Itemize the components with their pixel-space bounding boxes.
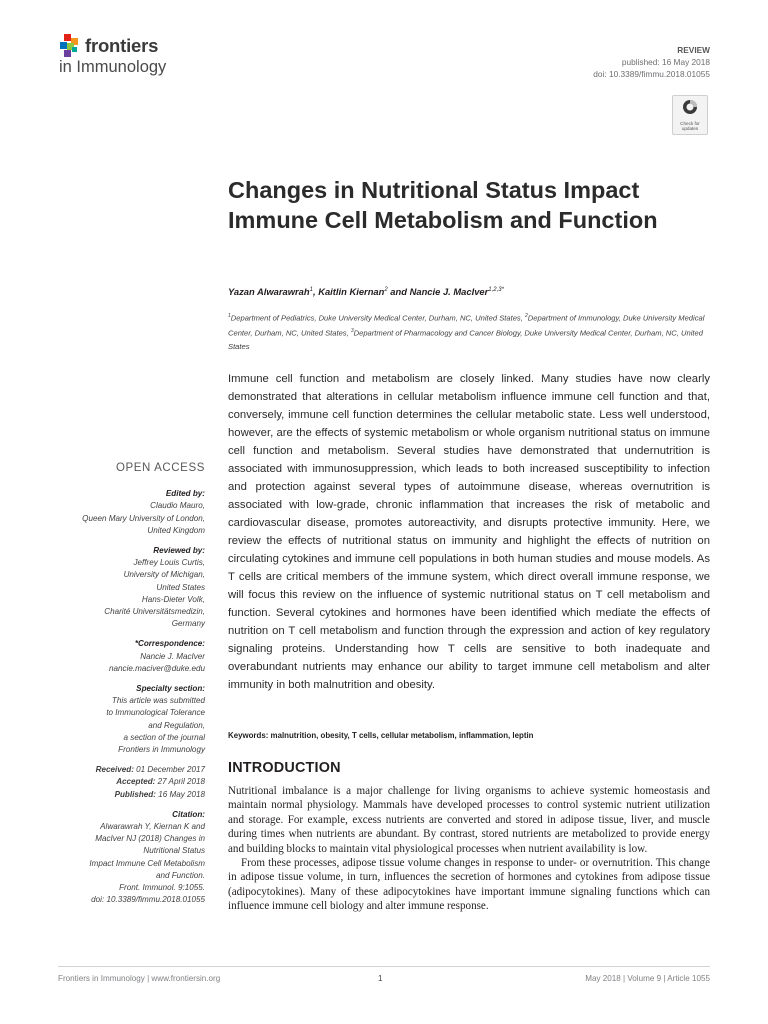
body-text bbox=[228, 784, 710, 914]
citation-block bbox=[45, 809, 205, 907]
page-number: 1 bbox=[378, 974, 383, 983]
affiliation: Department of Pediatrics, Duke University Medical Center, Durham, NC, United States, bbox=[230, 313, 525, 323]
citation-line: and Function. bbox=[155, 870, 205, 880]
specialty-line: Frontiers in Immunology bbox=[118, 745, 205, 755]
affiliation: Department of Pharmacology and Cancer Biology, Duke University Medical Center, Durham, NC, United States bbox=[228, 328, 703, 352]
dates-block bbox=[45, 764, 205, 801]
published-date: published: 16 May 2018 bbox=[621, 57, 710, 67]
affiliation-mark: 2 bbox=[524, 313, 528, 319]
article-meta bbox=[593, 44, 710, 80]
author-name[interactable]: Yazan Alwarawrah bbox=[228, 286, 310, 297]
article-sidebar bbox=[45, 462, 205, 915]
reviewer-line: Hans-Dieter Volk, bbox=[141, 594, 205, 604]
reviewed-by-block bbox=[45, 545, 205, 630]
keywords-values: malnutrition, obesity, T cells, cellular metabolism, inflammation, leptin bbox=[270, 731, 534, 740]
check-updates-label: Check for updates bbox=[680, 121, 700, 131]
check-updates-icon bbox=[682, 99, 698, 115]
section-heading: INTRODUCTION bbox=[228, 760, 341, 776]
doi[interactable]: doi: 10.3389/fimmu.2018.01055 bbox=[593, 69, 710, 79]
affiliation: Department of Immunology, Duke University Medical Center, Durham, NC, United States, bbox=[228, 313, 705, 338]
footer-journal-link[interactable]: Frontiers in Immunology | www.frontiersin.org bbox=[58, 974, 221, 983]
specialty-line: a section of the journal bbox=[123, 732, 205, 742]
received-date: 01 December 2017 bbox=[136, 765, 205, 775]
reviewer-line: Germany bbox=[171, 619, 205, 629]
check-for-updates-button[interactable] bbox=[672, 95, 708, 135]
article-title: Changes in Nutritional Status Impact Immune Cell Metabolism and Function bbox=[228, 177, 658, 233]
brand-name: frontiers bbox=[85, 35, 159, 56]
footer-issue-info: May 2018 | Volume 9 | Article 1055 bbox=[585, 974, 710, 983]
journal-logo bbox=[58, 34, 258, 84]
specialty-label: Specialty section: bbox=[136, 684, 205, 694]
author-affiliation-mark: 2 bbox=[384, 286, 388, 293]
author-affiliation-mark: 1 bbox=[309, 286, 313, 293]
citation-doi[interactable]: doi: 10.3389/fimmu.2018.01055 bbox=[91, 895, 205, 905]
received-row bbox=[45, 764, 205, 776]
footer-divider bbox=[58, 966, 710, 967]
article-type: REVIEW bbox=[677, 45, 710, 55]
edited-by-block bbox=[45, 488, 205, 537]
abstract: Immune cell function and metabolism are closely linked. Many studies have now clearly demonstrated that alterations in cellular metabolism influence immune cell function and that, conversely, immune cell function determines the cellular metabolic state. Less well understood, however, are the effects of systemic metabolism or whole organism nutritional status on immune cell function and metabolism. Several studies have demonstrated that undernutrition is associated with immunosuppression, which leads to both increased susceptibility to infection and protection against several types of autoimmune disease, whereas overnutrition is associated with low-grade, chronic inflammation that increases the risk of metabolic and cardiovascular disease, promotes autoreactivity, and disrupts protective immunity. Here, we review the effects of nutritional status on immunity and highlight the effects of nutrition on circulating cytokines and immune cell populations in both human studies and mouse models. As T cells are critical members of the immune system, which direct overall immune response, we will focus this review on the influence of systemic nutritional status on T cell metabolism and function. Several cytokines and hormones have been identified which mediate the effects of nutrition on T cell metabolism and function through the expression and action of key regulatory signaling proteins. Understanding how T cells are sensitive to both inadequate and overabundant nutrients may enhance our ability to target immune cell metabolism and alter immunity in both malnutrition and obesity. bbox=[228, 373, 710, 691]
citation-line: Nutritional Status bbox=[143, 846, 205, 856]
received-label: Received: bbox=[95, 765, 134, 775]
author-separator: and bbox=[387, 286, 410, 297]
accepted-date: 27 April 2018 bbox=[157, 777, 205, 787]
citation-line: Front. Immunol. 9:1055. bbox=[119, 883, 205, 893]
author-name[interactable]: Kaitlin Kiernan bbox=[318, 286, 385, 297]
citation-line: Alwarawrah Y, Kiernan K and bbox=[100, 822, 205, 832]
author-affiliation-mark: 1,2,3* bbox=[488, 286, 504, 293]
affiliations bbox=[228, 310, 708, 354]
reviewer-line: University of Michigan, bbox=[123, 570, 205, 580]
correspondence-email[interactable]: nancie.maciver@duke.edu bbox=[109, 663, 205, 673]
paragraph: Nutritional imbalance is a major challenge for living organisms to achieve systemic homeostasis and maintain normal physiology. Mammals have developed processes to control systemic nutrient utilization and storage. For example, excess nutrients are converted and stored in adipose tissue, liver, and muscle during times when nutrients are abundant. By contrast, stored nutrients are metabolized to provide energy and building blocks to maintain vital physiological processes when nutrient availability is low. bbox=[228, 785, 710, 855]
journal-name: in Immunology bbox=[59, 58, 167, 76]
reviewer-line: United States bbox=[156, 582, 205, 592]
correspondence-name: Nancie J. MacIver bbox=[140, 651, 205, 661]
author-name[interactable]: Nancie J. MacIver bbox=[409, 286, 489, 297]
correspondence-block bbox=[45, 638, 205, 675]
keywords-label: Keywords: bbox=[228, 731, 271, 740]
specialty-line: and Regulation, bbox=[148, 720, 205, 730]
specialty-block bbox=[45, 683, 205, 756]
accepted-label: Accepted: bbox=[116, 777, 156, 787]
published-label: Published: bbox=[114, 789, 156, 799]
reviewer-line: Charité Universitätsmedizin, bbox=[104, 607, 205, 617]
specialty-line: to Immunological Tolerance bbox=[106, 708, 205, 718]
citation-line: Impact Immune Cell Metabolism bbox=[89, 858, 205, 868]
editor-line: United Kingdom bbox=[147, 525, 205, 535]
reviewed-by-label: Reviewed by: bbox=[153, 546, 205, 556]
frontiers-logo-icon bbox=[58, 34, 84, 60]
affiliation-mark: 3 bbox=[350, 328, 354, 335]
published-row bbox=[45, 789, 205, 801]
author-separator: , bbox=[312, 286, 319, 297]
author-list bbox=[228, 286, 504, 297]
open-access-label: OPEN ACCESS bbox=[115, 462, 205, 474]
citation-label: Citation: bbox=[172, 809, 205, 819]
edited-by-label: Edited by: bbox=[165, 489, 205, 499]
affiliation-mark: 1 bbox=[228, 313, 231, 319]
correspondence-label: *Correspondence: bbox=[134, 639, 205, 649]
paragraph: From these processes, adipose tissue volume changes in response to under- or overnutrition. This change in adipose tissue volume, in turn, influences the secretion of hormones and cytokines from adipose tissue (adipocytokines). Many of these adipocytokines have important immune signaling functions which can influence immune cell biology and alter immune response. bbox=[228, 857, 710, 913]
reviewer-line: Jeffrey Louis Curtis, bbox=[133, 558, 205, 568]
keywords bbox=[228, 731, 533, 740]
editor-line: Queen Mary University of London, bbox=[82, 513, 205, 523]
accepted-row bbox=[45, 776, 205, 788]
specialty-line: This article was submitted bbox=[111, 696, 205, 706]
citation-line: MacIver NJ (2018) Changes in bbox=[95, 834, 205, 844]
published-date-sidebar: 16 May 2018 bbox=[158, 789, 205, 799]
editor-line: Claudio Mauro, bbox=[150, 501, 205, 511]
